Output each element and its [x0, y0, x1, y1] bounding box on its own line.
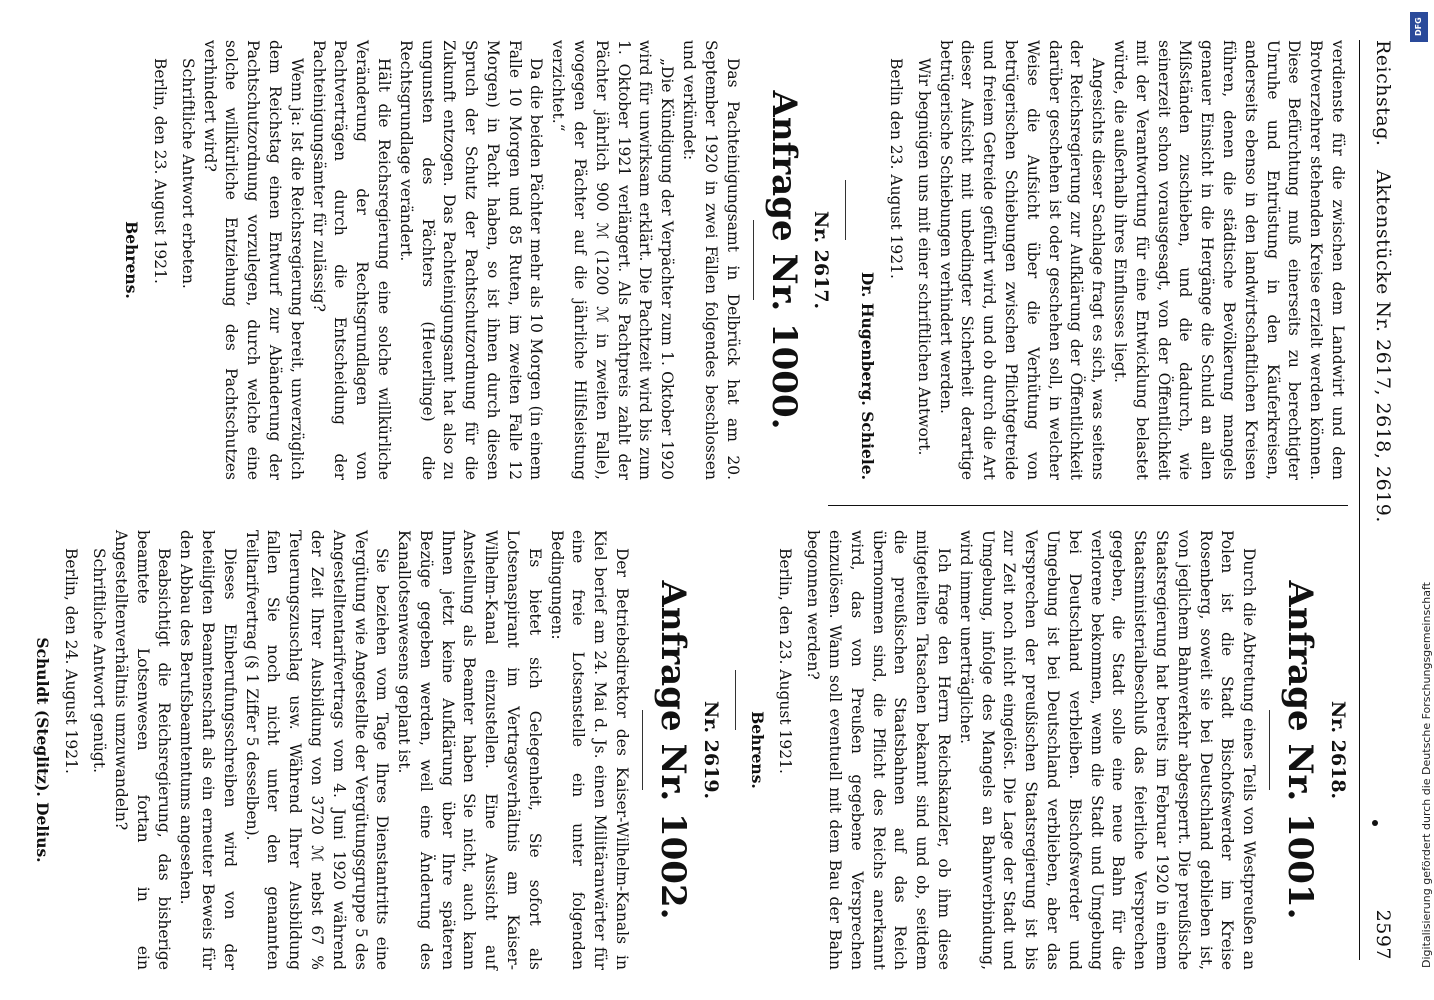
paragraph: Wenn ja: Ist die Reichsregierung bereit, unverzüglich dem Reichstag einen Entwurf zur Abänderung der Pachtschutzordnung vorzulegen, durch welche eine solche willkürliche Entziehung des Pachtschutzes verhindert wird? — [200, 40, 306, 480]
paragraph: Schriftliche Antwort erbeten. — [178, 58, 197, 289]
document-number: Nr. 2619. — [699, 700, 722, 800]
date-line: Berlin den 23. August 1921. — [887, 58, 906, 279]
document-number: Nr. 2618. — [1327, 700, 1349, 800]
dfg-credit-text: Digitalisierung gefördert durch die Deutsche Forschungsgemeinschaft — [1420, 582, 1433, 968]
paragraph: Sie beziehen vom Tage Ihres Dienstantritts eine Vergütung wie Angestellte der Vergütungsgruppe 5 des Angestelltentarifvertrags vom 4. Juni 1920 während der Zeit Ihrer Ausbildung von 3720 ℳ nebst 67 % Teuerungszuschlag usw. Während Ihrer Ausbildung fallen Sie noch nicht unter den genannten Teiltarifvertrag (§ 1 Ziffer 5 desselben). — [242, 530, 392, 970]
separator — [642, 710, 643, 790]
header-left: Reichstag. — [1372, 40, 1394, 147]
header-title: Aktenstücke Nr. 2617, 2618, 2619. — [1372, 170, 1394, 523]
paragraph: Schriftliche Antwort genügt. — [89, 548, 108, 773]
paragraph: Da die beiden Pächter mehr als 10 Morgen (in einem Falle 10 Morgen und 85 Ruten, im zweiten Falle 12 Morgen) in Pacht haben, so ist ihnen durch diesen Spruch der Schutz der Pachtschutzordnung für die Zukunft entzogen. Das Pachteinigungsamt hat also zu ungunsten des Pächters (Heuerlinge) die Rechtsgrundlage verändert. — [396, 40, 546, 480]
signature: Behrens. — [122, 221, 142, 299]
header-rule — [1359, 40, 1360, 960]
paragraph: Das Pachteinigungsamt in Delbrück hat am 20. September 1920 in zwei Fällen folgendes beschlossen und verkündet: — [680, 40, 742, 480]
paragraph: Angesichts dieser Sachlage fragt es sich, was seitens der Reichsregierung zur Aufklärung der Öffentlichkeit darüber geschehen ist oder geschehen soll, in welcher Weise die Aufsicht über die Verhütung von betrügerischen Schiebungen zwischen Pflichtgetreide und freiem Getreide geführt wird, und ob durch die Art dieser Aufsicht mit unbedingter Sicherheit derartige betrügerische Schiebungen verhindert werden. — [936, 40, 1108, 480]
signature: Schuldt (Steglitz). Delius. — [33, 637, 53, 863]
paragraph: Der Betriebsdirektor des Kaiser-Wilhelm-Kanals in Kiel berief am 24. Mai d. Js. einen Militäranwärter für eine freie Lotsenstelle ein unter folgenden Bedingungen: — [547, 530, 632, 970]
digitization-credit — [1408, 8, 1432, 988]
paragraph: Dieses Einberufungsschreiben wird von der beteiligten Beamtenschaft als ein erneuter Beweis für den Abbau des Berufsbeamtentums angesehen. — [177, 530, 239, 970]
scan-speck — [1372, 820, 1378, 826]
right-column — [32, 530, 1348, 970]
left-column — [120, 40, 1348, 480]
paragraph: Hält die Reichsregierung eine solche willkürliche Veränderung der Rechtsgrundlagen von Pachtverträgen durch die Entscheidung der Pachteinigungsämter für zulässig? — [309, 40, 393, 480]
paragraph: Beabsichtigt die Reichsregierung, das bisherige beamtete Lotsenwesen fortan in ein Angestelltenverhältnis umzuwandeln? — [111, 530, 174, 970]
paragraph: Es bietet sich Gelegenheit, Sie sofort als Lotsenaspirant im Vertragsverhältnis am Kaiser-Wilhelm-Kanal einzustellen. Eine Aussicht auf Anstellung als Beamter haben Sie nicht, auch kann Ihnen jetzt keine Aufklärung über Ihre späteren Bezüge gegeben werden, weil eine Änderung des Kanallotsenwesens geplant ist. — [395, 530, 544, 970]
signature: Behrens. — [747, 711, 767, 789]
date-line: Berlin, den 24. August 1921. — [62, 548, 81, 774]
inquiry-title: Anfrage Nr. 1001. — [1280, 580, 1321, 920]
paragraph: Wir begnügen uns mit einer schriftlichen Antwort. — [914, 58, 933, 456]
date-line: Berlin, den 23. August 1921. — [776, 548, 795, 774]
separator — [1269, 710, 1270, 790]
paragraph: Durch die Abtretung eines Teils von Westpreußen an Polen ist die Stadt Bischofswerder im Kreise Rosenberg, soweit sie bei Deutschland geblieben ist, von jeglichem Bahnverkehr abgesperrt. Die preußische Staatsregierung hat bereits im Februar 1920 in einem Staatsministerialbeschluß das feierliche Versprechen gegeben, die Stadt solle eine neue Bahn für die verlorene bekommen, wenn die Stadt und Umgebung bei Deutschland verbleiben. Bischofswerder und Umgebung ist bei Deutschland verblieben, aber das Versprechen der preußischen Staatsregierung ist bis zur Zeit noch nicht eingelöst. Die Lage der Stadt und Umgebung, infolge des Mangels an Bahnverbindung, wird immer unerträglicher. — [956, 530, 1259, 970]
dfg-logo-icon: DFG — [1410, 12, 1428, 42]
inquiry-title: Anfrage Nr. 1002. — [653, 580, 694, 920]
signature: Dr. Hugenberg. Schiele. — [858, 271, 878, 480]
paragraph: Ich frage den Herrn Reichskanzler, ob ihm diese mitgeteilten Tatsachen bekannt sind und ob, seitdem die preußischen Staatsbahnen auf das Reich übernommen sind, die Pflicht des Reichs anerkannt wird, das von Preußen gegebene Versprechen einzulösen. Wann soll eventuell mit dem Bau der Bahn begonnen werden? — [804, 530, 954, 970]
separator — [735, 670, 736, 730]
page-number: 2597 — [1372, 909, 1394, 960]
paragraph: verdienste für die zwischen dem Landwirt und dem Brotverzehrer stehenden Kreise erzielt werden können. Diese Befürchtung muß einerseits zu berechtigter Unruhe und Entrüstung in den Käuferkreisen, anderseits ebenso in den landwirtschaftlichen Kreisen führen, denen die städtische Bevölkerung mangels genauer Einsicht in die Hergänge die Schuld an allen Mißständen zuschieben, und die dadurch, wie seinerzeit schon vorausgesagt, von der Öffentlichkeit mit der Verantwortung für eine Entwicklung belastet würde, die außerhalb ihres Einflusses liegt. — [1111, 40, 1347, 480]
separator — [845, 180, 846, 240]
separator — [753, 220, 754, 300]
document-number: Nr. 2617. — [810, 210, 833, 310]
column-divider — [828, 505, 1348, 506]
paragraph: „Die Kündigung der Verpächter zum 1. Oktober 1920 wird für unwirksam erklärt. Die Pachtzeit wird bis zum 1. Oktober 1921 verlängert. Als Pachtpreis zahlt der Pächter jährlich 900 ℳ (1200 ℳ in zweiten Falle), wogegen der Pächter auf die jährliche Hilfsleistung verzichtet.“ — [549, 40, 677, 480]
date-line: Berlin, den 23. August 1921. — [150, 58, 169, 284]
inquiry-title: Anfrage Nr. 1000. — [763, 90, 804, 430]
